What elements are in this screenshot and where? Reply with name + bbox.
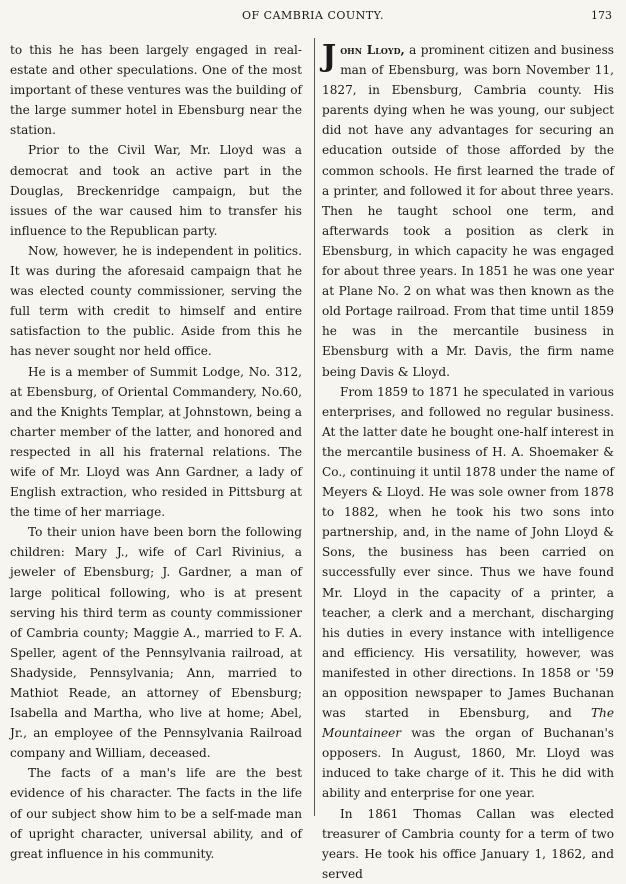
- right-paragraph-3: In 1861 Thomas Callan was elected treasurer of Cambria county for a term of two years. He took his office January 1, 1862, and served: [322, 806, 614, 881]
- drop-cap: J: [322, 39, 337, 74]
- lead-name: ohn Lloyd,: [340, 43, 405, 57]
- right-paragraph-1-text: a prominent citizen and business man of Ebensburg, was born November 11, 1827, in Ebensburg, Cambria county. His parents dying when he was young, our subject did not have any advantages for securing an education outside of those afforded by the common schools. He first learned the trade of a printer, and followed it for about three years. Then he taught school one term, and afterwards took a position as clerk in Ebensburg, in which capacity he was engaged for about three years. In 1851 he was one year at Plane No. 2 on what was then known as the old Portage railroad. From that time until 1859 he was in the mercantile business in Ebensburg with a Mr. Davis, the firm name being Davis & Lloyd.: [322, 43, 614, 379]
- left-paragraph-5: To their union have been born the following children: Mary J., wife of Carl Rivinius, a jeweler of Ebensburg; J. Gardner, a man of large political following, who is at present serving his third term as county commissioner of Cambria county; Maggie A., married to F. A. Speller, agent of the Pennsylvania railroad, at Shadyside, Pennsylvania; Ann, married to Mathiot Reade, an attorney of Ebensburg; Isabella and Martha, who live at home; Abel, Jr., an employee of the Pennsylvania Railroad company and William, deceased.: [10, 525, 302, 761]
- right-paragraph-1: [322, 40, 614, 382]
- column-divider: [314, 38, 315, 816]
- left-paragraph-2: Prior to the Civil War, Mr. Lloyd was a democrat and took an active part in the Douglas, Breckenridge campaign, but the issues of the war caused him to transfer his influence to the Republican party.: [10, 143, 302, 238]
- page-header: [0, 9, 626, 27]
- right-paragraph-2-text-a: From 1859 to 1871 he speculated in various enterprises, and followed no regular business. At the latter date he bought one-half interest in the mercantile business of H. A. Shoemaker & Co., continuing it until 1878 under the name of Meyers & Lloyd. He was sole owner from 1878 to 1882, when he took his two sons into partnership, and, in the name of John Lloyd & Sons, the business has been carried on successfully ever since. Thus we have found Mr. Lloyd in the capacity of a printer, a teacher, a clerk and a merchant, discharging his duties in every instance with intelligence and efficiency. His versatility, however, was manifested in other directions. In 1858 or '59 an opposition newspaper to James Buchanan was started in Ebensburg, and: [322, 384, 614, 721]
- left-paragraph-4: He is a member of Summit Lodge, No. 312, at Ebensburg, of Oriental Commandery, No.60, and the Knights Templar, at Johnstown, being a charter member of the latter, and honored and respected in all his fraternal relations. The wife of Mr. Lloyd was Ann Gardner, a lady of English extraction, who resided in Pittsburg at the time of her marriage.: [10, 364, 302, 520]
- left-paragraph-3: Now, however, he is independent in politics. It was during the aforesaid campaign that he was elected county commissioner, serving the full term with credit to himself and entire satisfaction to the public. Aside from this he has never sought nor held office.: [10, 243, 302, 359]
- right-paragraph-2: [322, 382, 614, 804]
- newspaper-title: The Mountaineer: [322, 706, 614, 741]
- right-paragraph-2-text-b: was the organ of Buchanan's opposers. In August, 1860, Mr. Lloyd was induced to take charge of it. This he did with ability and enterprise for one year.: [322, 726, 614, 801]
- left-paragraph-1: to this he has been largely engaged in real-estate and other speculations. One of the most important of these ventures was the building of the large summer hotel in Ebensburg near the station.: [10, 43, 303, 138]
- left-column: [10, 40, 302, 864]
- left-paragraph-6: The facts of a man's life are the best evidence of his character. The facts in the life of our subject show him to be a self-made man of upright character, universal ability, and of great influence in his community.: [10, 766, 302, 861]
- right-column: [322, 40, 614, 884]
- running-head: OF CAMBRIA COUNTY.: [242, 9, 384, 22]
- page-number: 173: [591, 9, 612, 22]
